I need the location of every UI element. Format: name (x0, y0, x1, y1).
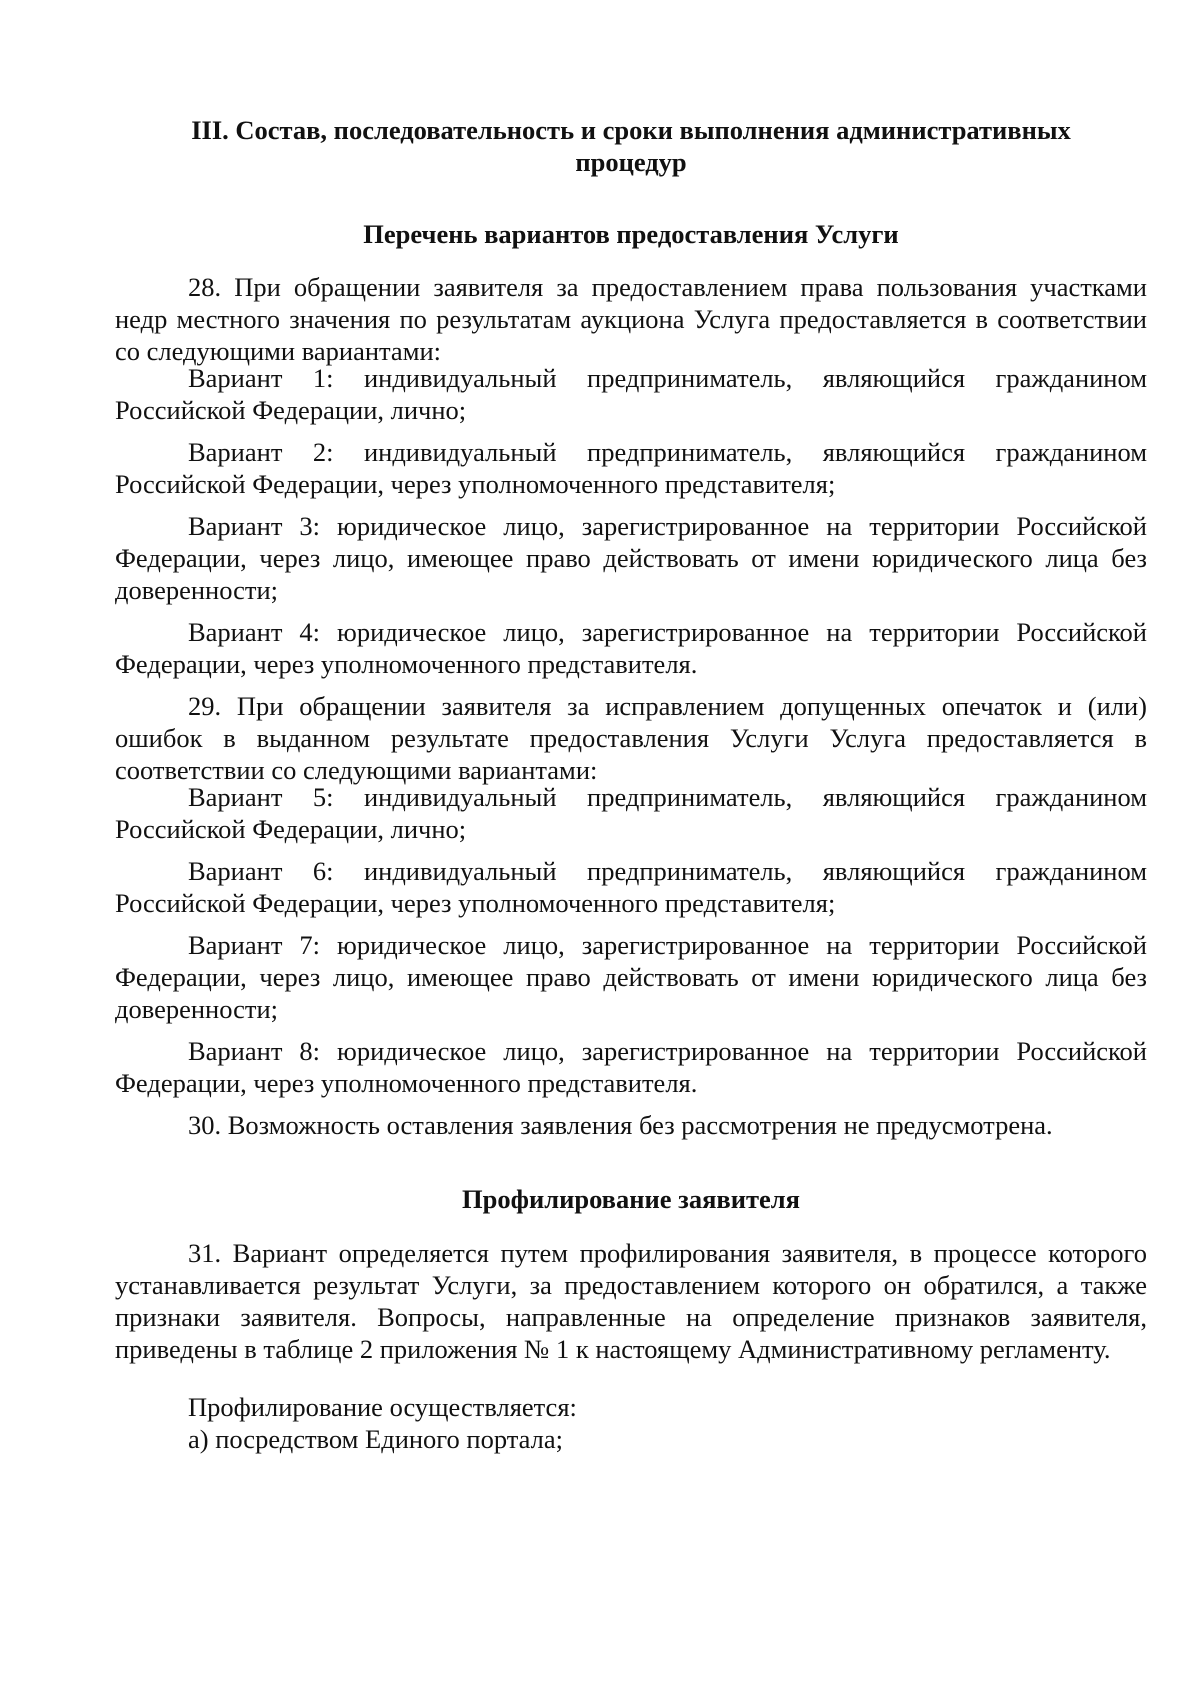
paragraph-29: 29. При обращении заявителя за исправлением допущенных опечаток и (или) ошибок в выданном результате предоставления Услуги Услуга предоставляется в соответствии со следующими вариантами: (115, 691, 1147, 785)
paragraph-31: 31. Вариант определяется путем профилирования заявителя, в процессе которого устанавливается результат Услуги, за предоставлением которого он обратился, а также признаки заявителя. Вопросы, направленные на определение признаков заявителя, приведены в таблице 2 приложения № 1 к настоящему Административному регламенту. (115, 1238, 1147, 1364)
profiling-text: Профилирование осуществляется: (188, 1392, 577, 1422)
variant-2: Вариант 2: индивидуальный предприниматель, являющийся гражданином Российской Федерации, через уполномоченного представителя; (115, 437, 1147, 499)
variant-5: Вариант 5: индивидуальный предприниматель, являющийся гражданином Российской Федерации, лично; (115, 782, 1147, 844)
section-title (115, 114, 1147, 178)
paragraph-28: 28. При обращении заявителя за предоставлением права пользования участками недр местного значения по результатам аукциона Услуга предоставляется в соответствии со следующими вариантами: (115, 272, 1147, 366)
profiling-item-a: а) посредством Единого портала; (188, 1424, 563, 1454)
variant-1: Вариант 1: индивидуальный предприниматель, являющийся гражданином Российской Федерации, лично; (115, 363, 1147, 425)
variant-7: Вариант 7: юридическое лицо, зарегистрированное на территории Российской Федерации, через лицо, имеющее право действовать от имени юридического лица без доверенности; (115, 930, 1147, 1024)
variant-4: Вариант 4: юридическое лицо, зарегистрированное на территории Российской Федерации, через уполномоченного представителя. (115, 617, 1147, 679)
paragraph-30: 30. Возможность оставления заявления без рассмотрения не предусмотрена. (188, 1110, 1053, 1140)
section-title-line-1: III. Состав, последовательность и сроки выполнения административных (191, 115, 1071, 145)
section-title-line-2: процедур (575, 147, 687, 177)
variant-6: Вариант 6: индивидуальный предприниматель, являющийся гражданином Российской Федерации, через уполномоченного представителя; (115, 856, 1147, 918)
subheading-variants: Перечень вариантов предоставления Услуги (363, 219, 899, 249)
variant-8: Вариант 8: юридическое лицо, зарегистрированное на территории Российской Федерации, через уполномоченного представителя. (115, 1036, 1147, 1098)
subheading-profiling: Профилирование заявителя (462, 1184, 800, 1214)
variant-3: Вариант 3: юридическое лицо, зарегистрированное на территории Российской Федерации, через лицо, имеющее право действовать от имени юридического лица без доверенности; (115, 511, 1147, 605)
